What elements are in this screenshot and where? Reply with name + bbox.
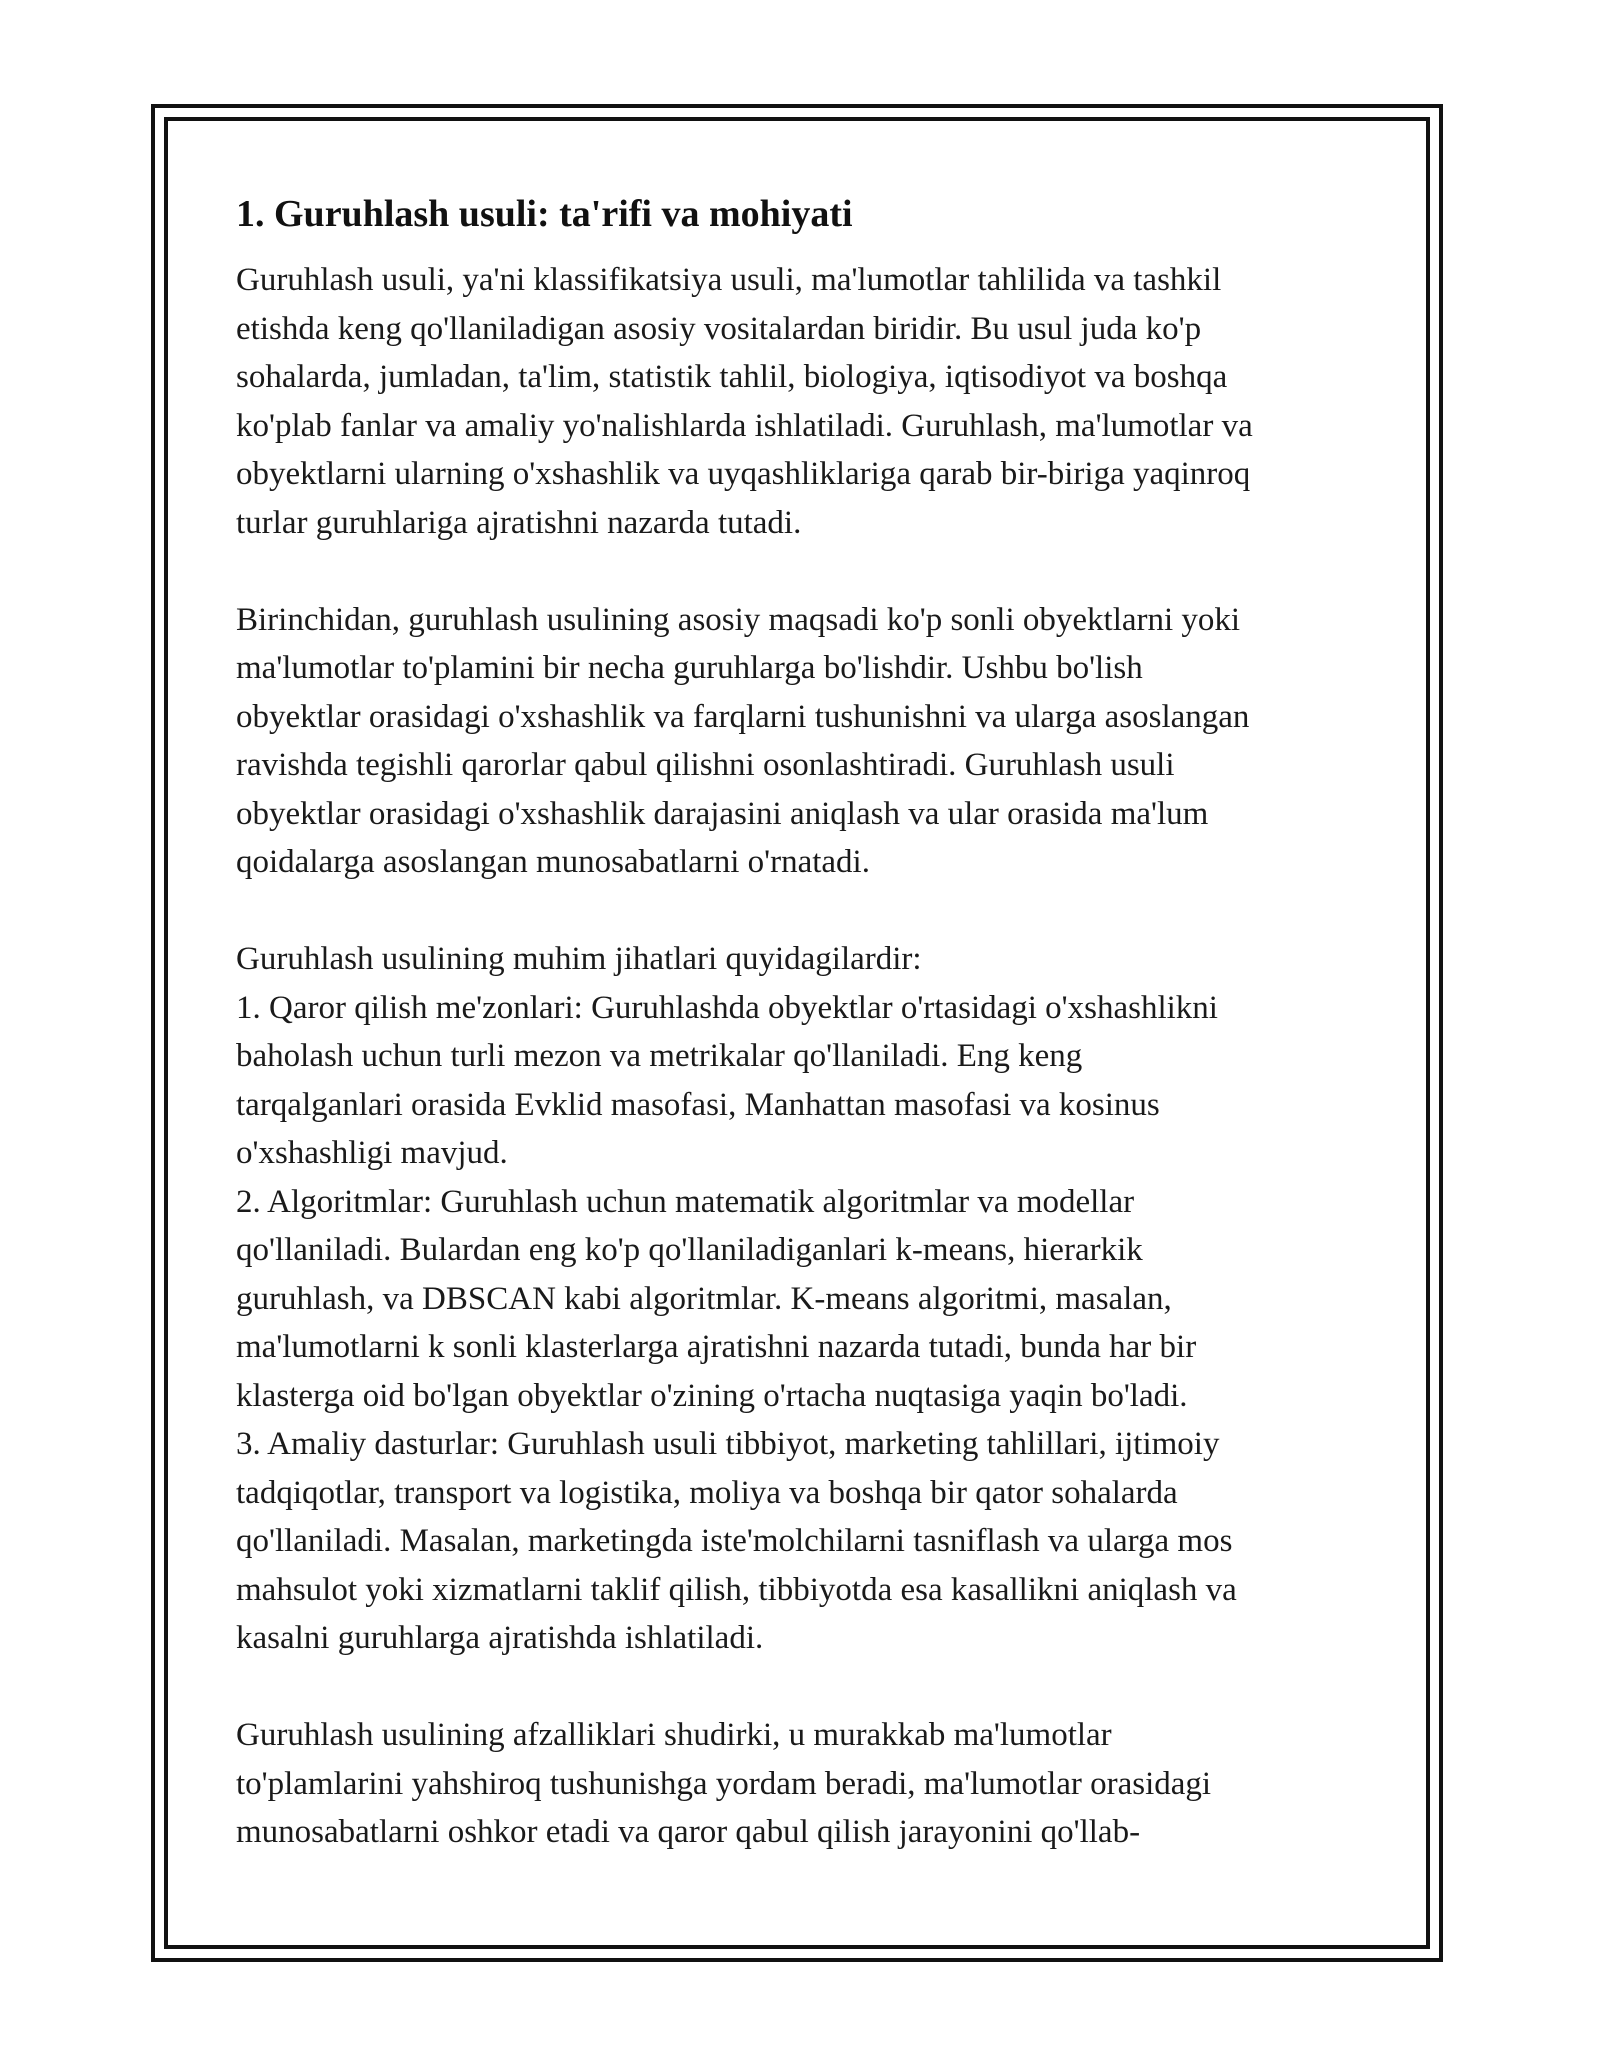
text-line: o'xshashligi mavjud. — [236, 1135, 508, 1171]
text-line: guruhlash, va DBSCAN kabi algoritmlar. K-means algoritmi, masalan, — [236, 1280, 1172, 1317]
section-heading: 1. Guruhlash usuli: ta'rifi va mohiyati — [236, 193, 853, 235]
paragraph — [236, 596, 1386, 887]
text-line: tadqiqotlar, transport va logistika, moliya va boshqa bir qator sohalarda — [236, 1474, 1178, 1511]
text-line: munosabatlarni oshkor etadi va qaror qabul qilish jarayonini qo'llab- — [236, 1814, 1141, 1850]
text-line: Guruhlash usulining muhim jihatlari quyidagilardir: — [236, 941, 922, 977]
text-line: etishda keng qo'llaniladigan asosiy vositalardan biridir. Bu usul juda ko'p — [236, 310, 1202, 347]
text-line: qo'llaniladi. Bulardan eng ko'p qo'llaniladiganlari k-means, hierarkik — [236, 1232, 1143, 1268]
text-line: obyektlar orasidagi o'xshashlik darajasini aniqlash va ular orasida ma'lum — [236, 795, 1209, 832]
text-line: qo'llaniladi. Masalan, marketingda iste'molchilarni tasniflash va ularga mos — [236, 1523, 1233, 1559]
paragraph — [236, 935, 1386, 1663]
text-line: turlar guruhlariga ajratishni nazarda tutadi. — [236, 504, 802, 541]
document-body — [236, 182, 1386, 1857]
text-line: 2. Algoritmlar: Guruhlash uchun matematik algoritmlar va modellar — [236, 1183, 1135, 1220]
text-line: ravishda tegishli qarorlar qabul qilishni osonlashtiradi. Guruhlash usuli — [236, 747, 1175, 783]
text-line: mahsulot yoki xizmatlarni taklif qilish, tibbiyotda esa kasallikni aniqlash va — [236, 1571, 1237, 1608]
text-line: Guruhlash usuli, ya'ni klassifikatsiya usuli, ma'lumotlar tahlilida va tashkil — [236, 262, 1222, 298]
text-line: kasalni guruhlarga ajratishda ishlatiladi. — [236, 1620, 764, 1656]
text-line: ko'plab fanlar va amaliy yo'nalishlarda ishlatiladi. Guruhlash, ma'lumotlar va — [236, 407, 1253, 444]
paragraph — [236, 1711, 1386, 1857]
text-line: ma'lumotlarni k sonli klasterlarga ajratishni nazarda tutadi, bunda har bir — [236, 1329, 1197, 1365]
paragraph — [236, 256, 1386, 547]
text-line: Birinchidan, guruhlash usulining asosiy maqsadi ko'p sonli obyektlarni yoki — [236, 601, 1241, 638]
text-line: obyektlarni ularning o'xshashlik va uyqashliklariga qarab bir-biriga yaqinroq — [236, 456, 1251, 492]
text-line: ma'lumotlar to'plamini bir necha guruhlarga bo'lishdir. Ushbu bo'lish — [236, 650, 1143, 686]
text-line: sohalarda, jumladan, ta'lim, statistik tahlil, biologiya, iqtisodiyot va boshqa — [236, 359, 1228, 395]
text-line: to'plamlarini yahshiroq tushunishga yordam beradi, ma'lumotlar orasidagi — [236, 1765, 1212, 1802]
text-line: obyektlar orasidagi o'xshashlik va farqlarni tushunishni va ularga asoslangan — [236, 698, 1250, 735]
text-line: Guruhlash usulining afzalliklari shudirki, u murakkab ma'lumotlar — [236, 1717, 1112, 1753]
text-line: klasterga oid bo'lgan obyektlar o'zining o'rtacha nuqtasiga yaqin bo'ladi. — [236, 1377, 1188, 1414]
text-line: qoidalarga asoslangan munosabatlarni o'rnatadi. — [236, 844, 870, 880]
text-line: baholash uchun turli mezon va metrikalar qo'llaniladi. Eng keng — [236, 1038, 1083, 1074]
text-line: 1. Qaror qilish me'zonlari: Guruhlashda obyektlar o'rtasidagi o'xshashlikni — [236, 989, 1218, 1026]
text-line: tarqalganlari orasida Evklid masofasi, Manhattan masofasi va kosinus — [236, 1086, 1160, 1123]
paragraph-list — [236, 256, 1386, 1857]
text-line: 3. Amaliy dasturlar: Guruhlash usuli tibbiyot, marketing tahlillari, ijtimoiy — [236, 1426, 1220, 1462]
